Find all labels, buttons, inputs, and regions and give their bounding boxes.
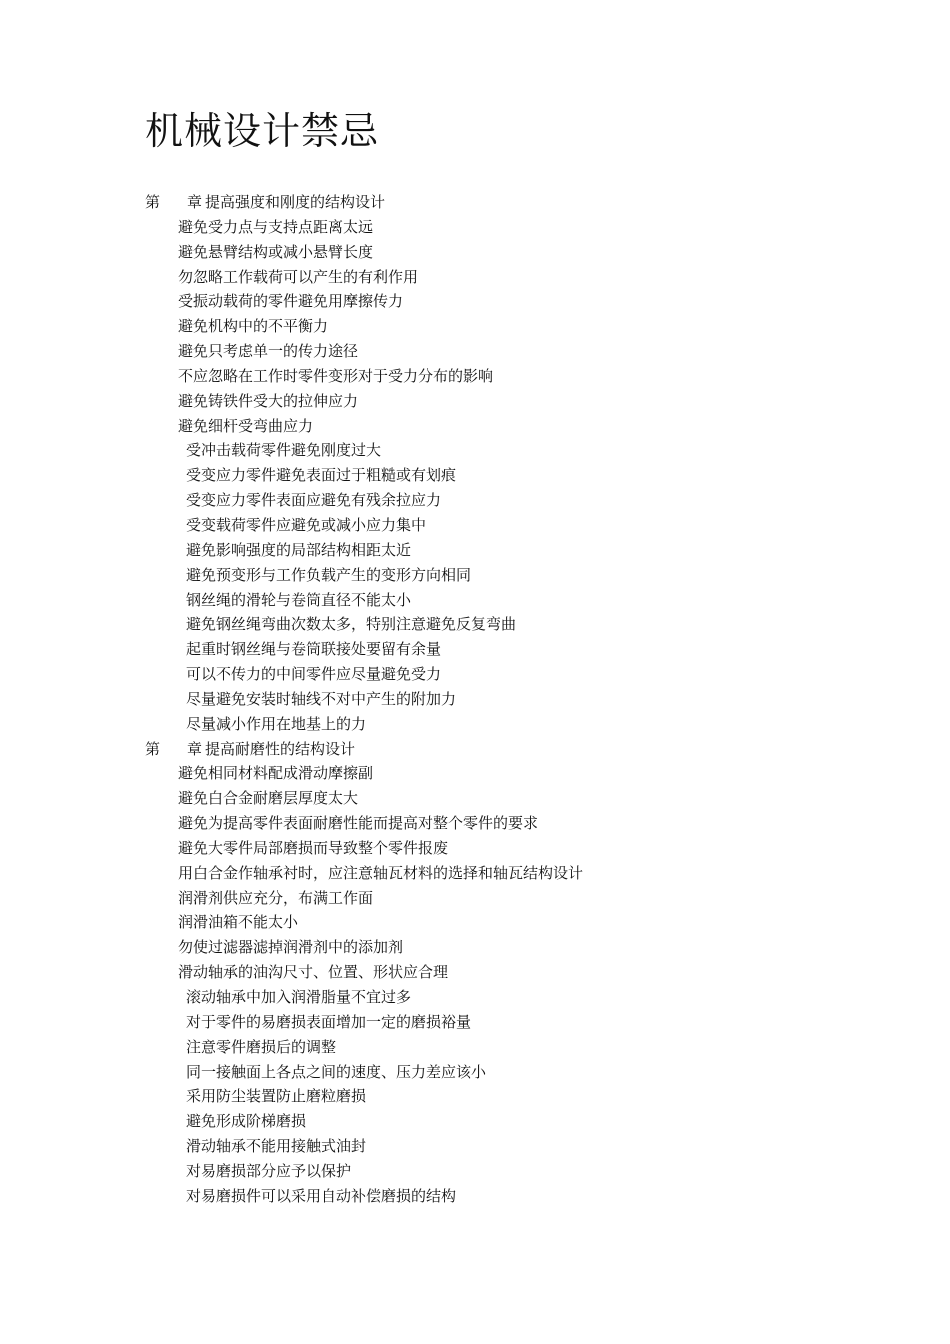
toc-item[interactable]: 避免大零件局部磨损而导致整个零件报废 [178,838,449,857]
toc-item[interactable]: 避免预变形与工作负载产生的变形方向相同 [186,565,472,584]
chapter-title: 提高耐磨性的结构设计 [205,739,356,758]
toc-item[interactable]: 受冲击载荷零件避免刚度过大 [186,441,382,460]
toc-item[interactable]: 避免细杆受弯曲应力 [178,416,314,435]
toc-item[interactable]: 勿使过滤器滤掉润滑剂中的添加剂 [178,938,404,957]
chapter-title: 提高强度和刚度的结构设计 [205,193,386,211]
toc-item[interactable]: 对易磨损件可以采用自动补偿磨损的结构 [186,1186,457,1205]
toc-item[interactable]: 避免影响强度的局部结构相距太近 [186,540,412,559]
toc-item[interactable]: 受变应力零件避免表面过于粗糙或有划痕 [186,466,457,485]
toc-item[interactable]: 受变应力零件表面应避免有残余拉应力 [186,491,442,510]
toc-item[interactable]: 滚动轴承中加入润滑脂量不宜过多 [186,988,412,1006]
toc-item[interactable]: 避免铸铁件受大的拉伸应力 [178,391,359,410]
chapter-prefix: 第 [145,193,161,211]
chapter-prefix: 第 [145,739,161,758]
chapter-suffix: 章 [187,193,203,211]
toc-item[interactable]: 采用防尘装置防止磨粒磨损 [186,1087,367,1106]
toc-item[interactable]: 避免钢丝绳弯曲次数太多，特别注意避免反复弯曲 [186,615,517,634]
toc-item[interactable]: 避免悬臂结构或减小悬臂长度 [178,242,374,261]
toc-item[interactable]: 润滑油箱不能太小 [178,913,299,932]
toc-item[interactable]: 同一接触面上各点之间的速度、压力差应该小 [186,1062,487,1081]
toc-item[interactable]: 滑动轴承的油沟尺寸、位置、形状应合理 [178,963,449,982]
toc-item[interactable]: 钢丝绳的滑轮与卷筒直径不能太小 [186,590,412,609]
toc-item[interactable]: 滑动轴承不能用接触式油封 [186,1137,367,1156]
toc-item[interactable]: 对易磨损部分应予以保护 [186,1161,352,1180]
toc-item[interactable]: 勿忽略工作载荷可以产生的有利作用 [178,267,419,286]
toc-item[interactable]: 避免相同材料配成滑动摩擦副 [178,764,374,783]
toc-item[interactable]: 受振动载荷的零件避免用摩擦传力 [178,292,404,311]
toc-item[interactable]: 尽量避免安装时轴线不对中产生的附加力 [186,689,457,708]
toc-item[interactable]: 注意零件磨损后的调整 [186,1037,337,1056]
toc-item[interactable]: 受变载荷零件应避免或减小应力集中 [186,515,427,534]
toc-item[interactable]: 用白合金作轴承衬时，应注意轴瓦材料的选择和轴瓦结构设计 [178,863,584,882]
toc-item[interactable]: 避免受力点与支持点距离太远 [178,217,374,236]
chapter-heading[interactable] [0,190,950,215]
toc-item[interactable]: 避免机构中的不平衡力 [178,317,329,336]
toc-item[interactable]: 尽量减小作用在地基上的力 [186,714,367,733]
toc-item[interactable]: 润滑剂供应充分，布满工作面 [178,888,374,907]
toc-item[interactable]: 不应忽略在工作时零件变形对于受力分布的影响 [178,366,494,385]
chapter-heading[interactable] [0,737,950,762]
toc-item[interactable]: 起重时钢丝绳与卷筒联接处要留有余量 [186,640,442,659]
toc-item[interactable]: 避免形成阶梯磨损 [186,1112,307,1131]
document-title: 机械设计禁忌 [145,109,380,153]
toc-item[interactable]: 避免为提高零件表面耐磨性能而提高对整个零件的要求 [178,814,539,833]
toc-item[interactable]: 避免白合金耐磨层厚度太大 [178,789,359,808]
toc-item[interactable]: 对于零件的易磨损表面增加一定的磨损裕量 [186,1012,472,1031]
chapter-suffix: 章 [187,739,203,758]
toc-item[interactable]: 可以不传力的中间零件应尽量避免受力 [186,665,442,684]
toc-item[interactable]: 避免只考虑单一的传力途径 [178,342,359,361]
table-of-contents [0,190,950,1209]
